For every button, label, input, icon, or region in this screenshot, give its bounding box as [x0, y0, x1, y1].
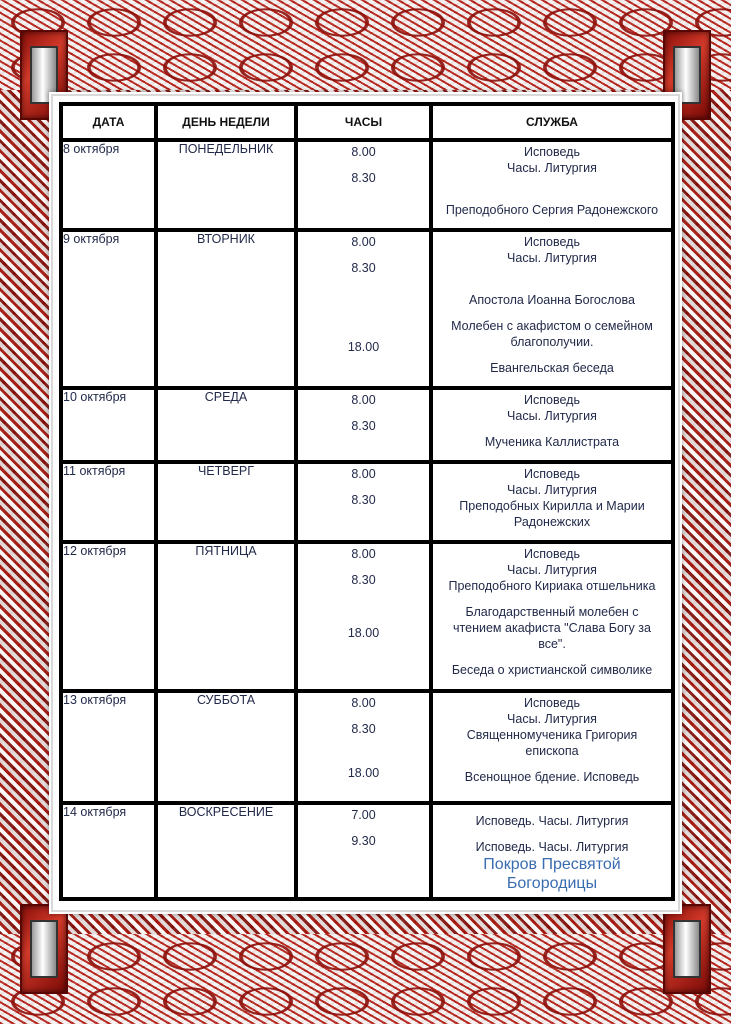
time-entry: 8.30	[351, 722, 376, 736]
service-entry: Исповедь	[524, 467, 580, 481]
service-entry: Исповедь. Часы. Литургия	[475, 840, 629, 854]
time-entry: 9.30	[351, 834, 376, 848]
service-entry: Радонежских	[513, 515, 591, 529]
row-services	[431, 140, 673, 230]
row-weekday: СРЕДА	[156, 388, 296, 462]
row-services	[431, 388, 673, 462]
schedule-sheet	[53, 96, 678, 910]
row-services	[431, 691, 673, 803]
header-time: ЧАСЫ	[296, 104, 431, 140]
row-services	[431, 803, 673, 899]
time-entry: 18.00	[347, 626, 380, 640]
row-date: 8 октября	[61, 140, 156, 230]
time-entry: 8.30	[351, 171, 376, 185]
row-weekday: ВОСКРЕСЕНИЕ	[156, 803, 296, 899]
feast-title: Покров Пресвятой	[483, 856, 621, 873]
service-entry: Исповедь	[524, 235, 580, 249]
service-entry: Исповедь	[524, 696, 580, 710]
header-weekday: ДЕНЬ НЕДЕЛИ	[156, 104, 296, 140]
time-entry: 8.00	[351, 696, 376, 710]
header-service: СЛУЖБА	[431, 104, 673, 140]
table-row-sunday	[61, 803, 673, 899]
time-entry: 8.00	[351, 393, 376, 407]
table-row	[61, 542, 673, 691]
time-entry: 18.00	[347, 340, 380, 354]
row-date: 11 октября	[61, 462, 156, 542]
time-entry: 8.00	[351, 467, 376, 481]
table-row	[61, 462, 673, 542]
row-times	[296, 230, 431, 388]
row-weekday: СУББОТА	[156, 691, 296, 803]
service-entry: епископа	[525, 744, 579, 758]
schedule-table	[59, 102, 675, 901]
table-header-row	[61, 104, 673, 140]
service-entry: Мученика Каллистрата	[484, 435, 620, 449]
service-entry: Исповедь	[524, 393, 580, 407]
row-times	[296, 388, 431, 462]
table-row	[61, 140, 673, 230]
service-entry: Исповедь	[524, 547, 580, 561]
table-row	[61, 230, 673, 388]
service-entry: Всенощное бдение. Исповедь	[464, 770, 640, 784]
service-entry: Часы. Литургия	[507, 712, 597, 726]
time-entry: 8.30	[351, 573, 376, 587]
row-date: 12 октября	[61, 542, 156, 691]
time-entry: 8.00	[351, 145, 376, 159]
row-weekday: ПОНЕДЕЛЬНИК	[156, 140, 296, 230]
row-date: 13 октября	[61, 691, 156, 803]
row-times	[296, 462, 431, 542]
row-services	[431, 542, 673, 691]
row-times	[296, 691, 431, 803]
row-weekday: ЧЕТВЕРГ	[156, 462, 296, 542]
row-date: 10 октября	[61, 388, 156, 462]
row-times	[296, 542, 431, 691]
row-date: 14 октября	[61, 803, 156, 899]
row-date: 9 октября	[61, 230, 156, 388]
ornament-border-top	[0, 0, 731, 90]
feast-title: Богородицы	[506, 875, 598, 892]
time-entry: 7.00	[351, 808, 376, 822]
time-entry: 8.00	[351, 235, 376, 249]
service-entry: Исповедь. Часы. Литургия	[475, 814, 629, 828]
row-times	[296, 140, 431, 230]
time-entry: 8.30	[351, 261, 376, 275]
time-entry: 18.00	[347, 766, 380, 780]
corner-ornament-bottom-left	[20, 904, 68, 994]
service-entry: Благодарственный молебен с	[465, 605, 639, 619]
ornament-border-bottom	[0, 934, 731, 1024]
service-entry: Священномученика Григория	[466, 728, 638, 742]
row-times	[296, 803, 431, 899]
service-entry: Часы. Литургия	[507, 483, 597, 497]
service-entry: все".	[538, 637, 566, 651]
corner-ornament-bottom-right	[663, 904, 711, 994]
time-entry: 8.30	[351, 493, 376, 507]
time-entry: 8.00	[351, 547, 376, 561]
service-entry: Беседа о христианской символике	[451, 663, 653, 677]
service-entry: чтением акафиста "Слава Богу за	[453, 621, 651, 635]
row-services	[431, 462, 673, 542]
row-weekday: ПЯТНИЦА	[156, 542, 296, 691]
service-entry: Преподобного Сергия Радонежского	[445, 203, 659, 217]
time-entry: 8.30	[351, 419, 376, 433]
service-entry: Молебен с акафистом о семейном	[451, 319, 653, 333]
service-entry: Исповедь	[524, 145, 580, 159]
header-date: ДАТА	[61, 104, 156, 140]
service-entry: Апостола Иоанна Богослова	[469, 293, 635, 307]
table-row	[61, 388, 673, 462]
service-entry: Евангельская беседа	[490, 361, 614, 375]
service-entry: Преподобного Кириака отшельника	[448, 579, 656, 593]
table-row	[61, 691, 673, 803]
service-entry: Часы. Литургия	[507, 251, 597, 265]
row-services	[431, 230, 673, 388]
row-weekday: ВТОРНИК	[156, 230, 296, 388]
service-entry: благополучии.	[510, 335, 594, 349]
service-entry: Часы. Литургия	[507, 409, 597, 423]
service-entry: Преподобных Кирилла и Марии	[459, 499, 645, 513]
service-entry: Часы. Литургия	[507, 161, 597, 175]
service-entry: Часы. Литургия	[507, 563, 597, 577]
